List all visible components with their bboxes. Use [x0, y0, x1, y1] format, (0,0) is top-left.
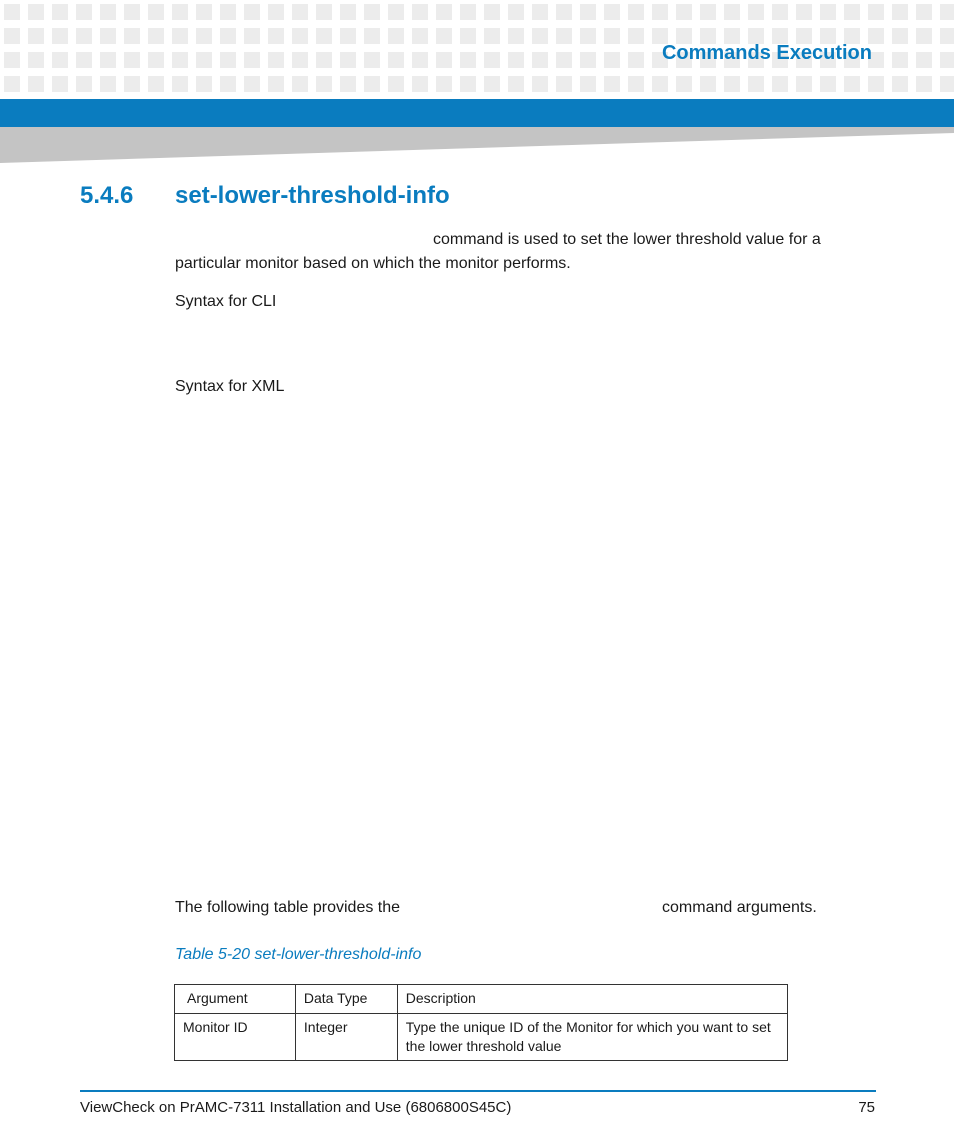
cell-data-type: Integer — [295, 1014, 397, 1061]
header-blue-bar — [0, 99, 954, 127]
section-heading — [80, 182, 450, 210]
table-header-row — [175, 985, 788, 1014]
cell-description: Type the unique ID of the Monitor for which you want to set the lower threshold value — [397, 1014, 787, 1061]
table-row — [175, 1014, 788, 1061]
page-number: 75 — [858, 1099, 875, 1116]
column-header-data-type: Data Type — [295, 985, 397, 1014]
intro-paragraph — [175, 228, 855, 276]
table-caption: Table 5-20 set-lower-threshold-info — [175, 946, 422, 963]
section-title: set-lower-threshold-info — [175, 182, 450, 209]
column-header-description: Description — [397, 985, 787, 1014]
syntax-xml-label: Syntax for XML — [175, 378, 285, 395]
syntax-cli-label: Syntax for CLI — [175, 293, 277, 310]
table-intro-after: command arguments. — [662, 899, 817, 916]
footer-rule — [80, 1090, 876, 1092]
intro-text: command is used to set the lower threshold value for a particular monitor based on which the monitor performs. — [175, 231, 821, 272]
section-number: 5.4.6 — [80, 182, 134, 209]
footer-document-title: ViewCheck on PrAMC-7311 Installation and Use (6806800S45C) — [80, 1099, 512, 1116]
header-title: Commands Execution — [661, 42, 872, 64]
header-gray-wedge — [0, 127, 954, 163]
cell-argument: Monitor ID — [175, 1014, 296, 1061]
arguments-table — [174, 984, 788, 1061]
table-intro-before: The following table provides the — [175, 899, 401, 916]
table-intro-paragraph — [175, 896, 865, 920]
column-header-argument: Argument — [175, 985, 296, 1014]
